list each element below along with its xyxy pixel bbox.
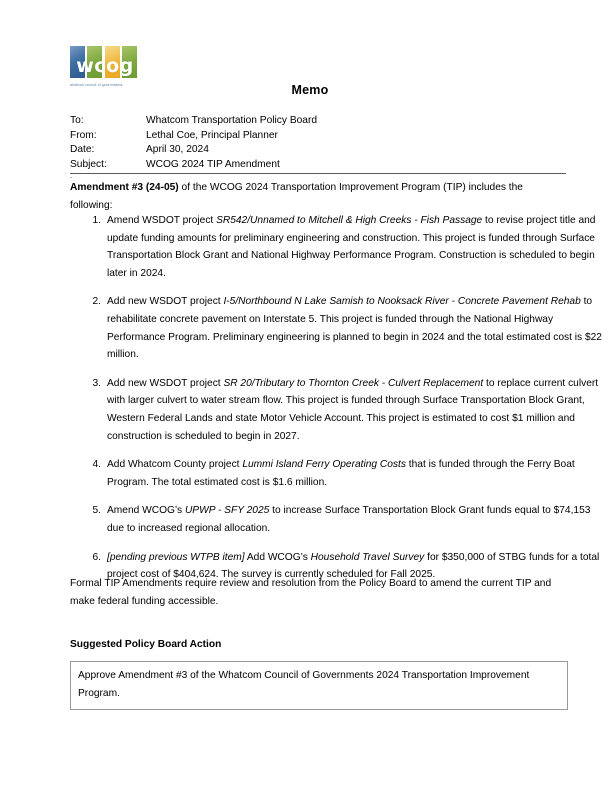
header-label-from: From: [70, 129, 97, 141]
header-label-to: To: [70, 115, 84, 126]
header-row-subject [70, 158, 566, 173]
intro-bold-lead: Amendment #3 (24-05) [70, 182, 179, 193]
header-value-from: Lethal Coe, Principal Planner [146, 129, 278, 141]
suggested-action-text: Approve Amendment #3 of the Whatcom Council of Governments 2024 Transportation Improvement Program. [78, 670, 530, 699]
item-post-text: that is funded through the Ferry Boat Program. The total estimated cost is $1.6 million. [107, 459, 575, 488]
item-project-name: UPWP - SFY 2025 [184, 505, 270, 517]
item-project-name: SR 20/Tributary to Thornton Creek - Culvert Replacement [223, 377, 484, 389]
item-project-name: SR542/Unnamed to Mitchell & High Creeks - Fish Passage [216, 215, 483, 226]
header-row-date [70, 143, 566, 158]
item-project-name: Lummi Island Ferry Operating Costs [242, 459, 406, 471]
intro-paragraph [70, 179, 568, 214]
item-post-text: to increase Surface Transportation Block Grant funds equal to $74,153 due to increased regional allocation. [107, 505, 591, 534]
amendment-item-list [70, 212, 605, 584]
logo-tagline: whatcom council of governments [70, 82, 123, 87]
header-row-from [70, 129, 566, 144]
page-title: Memo [291, 83, 329, 97]
item-pre-text: Add new WSDOT project [107, 296, 224, 308]
wcog-logo [70, 46, 142, 92]
header-row-to [70, 114, 566, 129]
item-project-name: Household Travel Survey [310, 551, 425, 563]
item-post-text: to replace current culvert with larger culvert to water stream flow. This project is funded through Surface Transportation Block Grant, Western Federal Lands and state Motor Vehicle Account. This project is estimated to cost $1 million and construction is scheduled to begin in 2027. [107, 377, 599, 442]
item-post-text: to rehabilitate concrete pavement on Interstate 5. This project is funded through the National Highway Performance Program. Preliminary engineering is planned to begin in 2024 and the total estimated cost is $22 million. [107, 296, 602, 361]
item-pending-note: [pending previous WTPB item] [107, 551, 245, 563]
suggested-action-box [70, 661, 568, 710]
intro-rest: of the WCOG 2024 Transportation Improvement Program (TIP) includes the following: [70, 182, 523, 211]
list-item [107, 456, 605, 491]
header-divider [70, 173, 566, 174]
list-item [107, 293, 605, 363]
item-mid-text: Add WCOG’s [244, 551, 311, 563]
item-pre-text: Amend WSDOT project [107, 215, 217, 226]
logo-tiles [70, 46, 140, 80]
item-post-text: to revise project title and update funding amounts for preliminary engineering and construction. This project is funded through Surface Transportation Block Grant and National Highway Performance Program. Construction is scheduled to begin later in 2024. [107, 215, 596, 279]
header-label-subject: Subject: [70, 158, 107, 170]
header-value-subject: WCOG 2024 TIP Amendment [146, 158, 280, 170]
stray-period-mark: . [70, 171, 73, 180]
item-pre-text: Add Whatcom County project [107, 459, 243, 471]
item-pre-text: Amend WCOG’s [107, 505, 185, 517]
list-item [107, 212, 605, 282]
memo-header-fields [70, 114, 566, 172]
closing-paragraph: Formal TIP Amendments require review and resolution from the Policy Board to amend the current TIP and make federal funding accessible. [70, 578, 552, 607]
item-post-text: for $350,000 of STBG funds for a total project cost of $404,624. The survey is currently scheduled for Fall 2025. [107, 551, 600, 581]
item-pre-text: Add new WSDOT project [107, 377, 224, 389]
header-value-to: Whatcom Transportation Policy Board [146, 115, 317, 126]
list-item [107, 375, 605, 445]
suggested-action-heading: Suggested Policy Board Action [70, 639, 222, 650]
header-value-date: April 30, 2024 [146, 144, 209, 156]
logo-wordmark: wcog [76, 55, 134, 77]
item-project-name: I-5/Northbound N Lake Samish to Nooksack River - Concrete Pavement Rehab [223, 296, 581, 308]
header-label-date: Date: [70, 144, 95, 156]
list-item [107, 502, 605, 537]
